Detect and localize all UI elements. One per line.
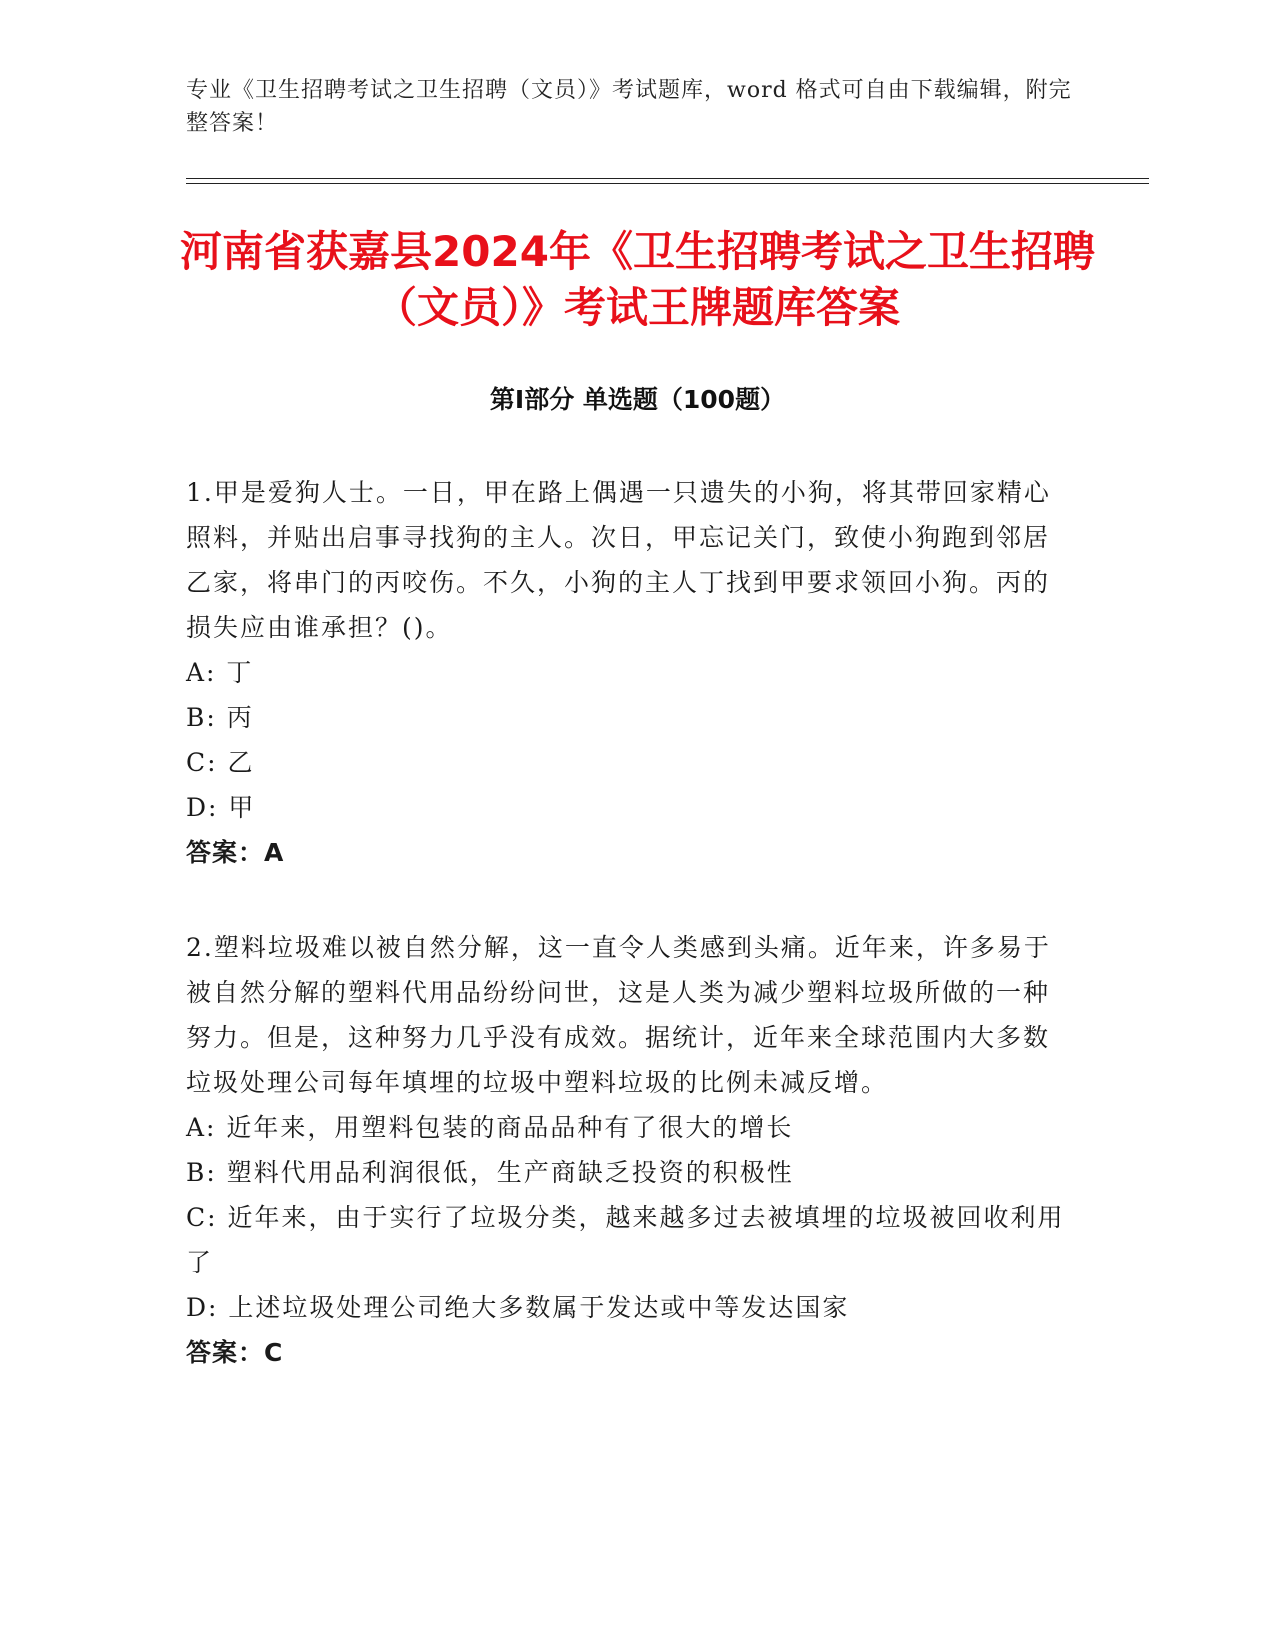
question-1-option-a: A: 丁: [186, 658, 254, 687]
question-2-option-b: B: 塑料代用品利润很低，生产商缺乏投资的积极性: [186, 1158, 794, 1187]
question-1-option-b: B: 丙: [186, 703, 254, 732]
question-1-stem: 1.甲是爱狗人士。一日，甲在路上偶遇一只遗失的小狗，将其带回家精心照料，并贴出启事寻找狗的主人。次日，甲忘记关门，致使小狗跑到邻居乙家，将串门的丙咬伤。不久，小狗的主人丁找到甲要求领回小狗。丙的损失应由谁承担？()。: [186, 478, 1051, 642]
question-2-answer: 答案：C: [186, 1338, 284, 1367]
question-2-stem: 2.塑料垃圾难以被自然分解，这一直令人类感到头痛。近年来，许多易于被自然分解的塑料代用品纷纷问世，这是人类为减少塑料垃圾所做的一种努力。但是，这种努力几乎没有成效。据统计，近年来全球范围内大多数垃圾处理公司每年填埋的垃圾中塑料垃圾的比例未减反增。: [186, 933, 1051, 1097]
question-2: [186, 925, 1076, 1375]
section-heading: 第Ⅰ部分 单选题（100题）: [489, 385, 786, 414]
question-1-option-d: D: 甲: [186, 793, 256, 822]
question-1-answer: 答案：A: [186, 838, 285, 867]
header-divider: [186, 178, 1149, 184]
question-2-option-d: D: 上述垃圾处理公司绝大多数属于发达或中等发达国家: [186, 1293, 850, 1322]
header-note: 专业《卫生招聘考试之卫生招聘（文员）》考试题库，word 格式可自由下载编辑，附完整答案！: [186, 78, 1072, 136]
question-1-option-c: C: 乙: [186, 748, 255, 777]
question-1: [186, 470, 1076, 875]
question-2-option-c: C: 近年来，由于实行了垃圾分类，越来越多过去被填埋的垃圾被回收利用了: [186, 1203, 1065, 1277]
question-2-option-a: A: 近年来，用塑料包装的商品品种有了很大的增长: [186, 1113, 794, 1142]
document-title: 河南省获嘉县2024年《卫生招聘考试之卫生招聘（文员）》考试王牌题库答案: [180, 227, 1095, 332]
